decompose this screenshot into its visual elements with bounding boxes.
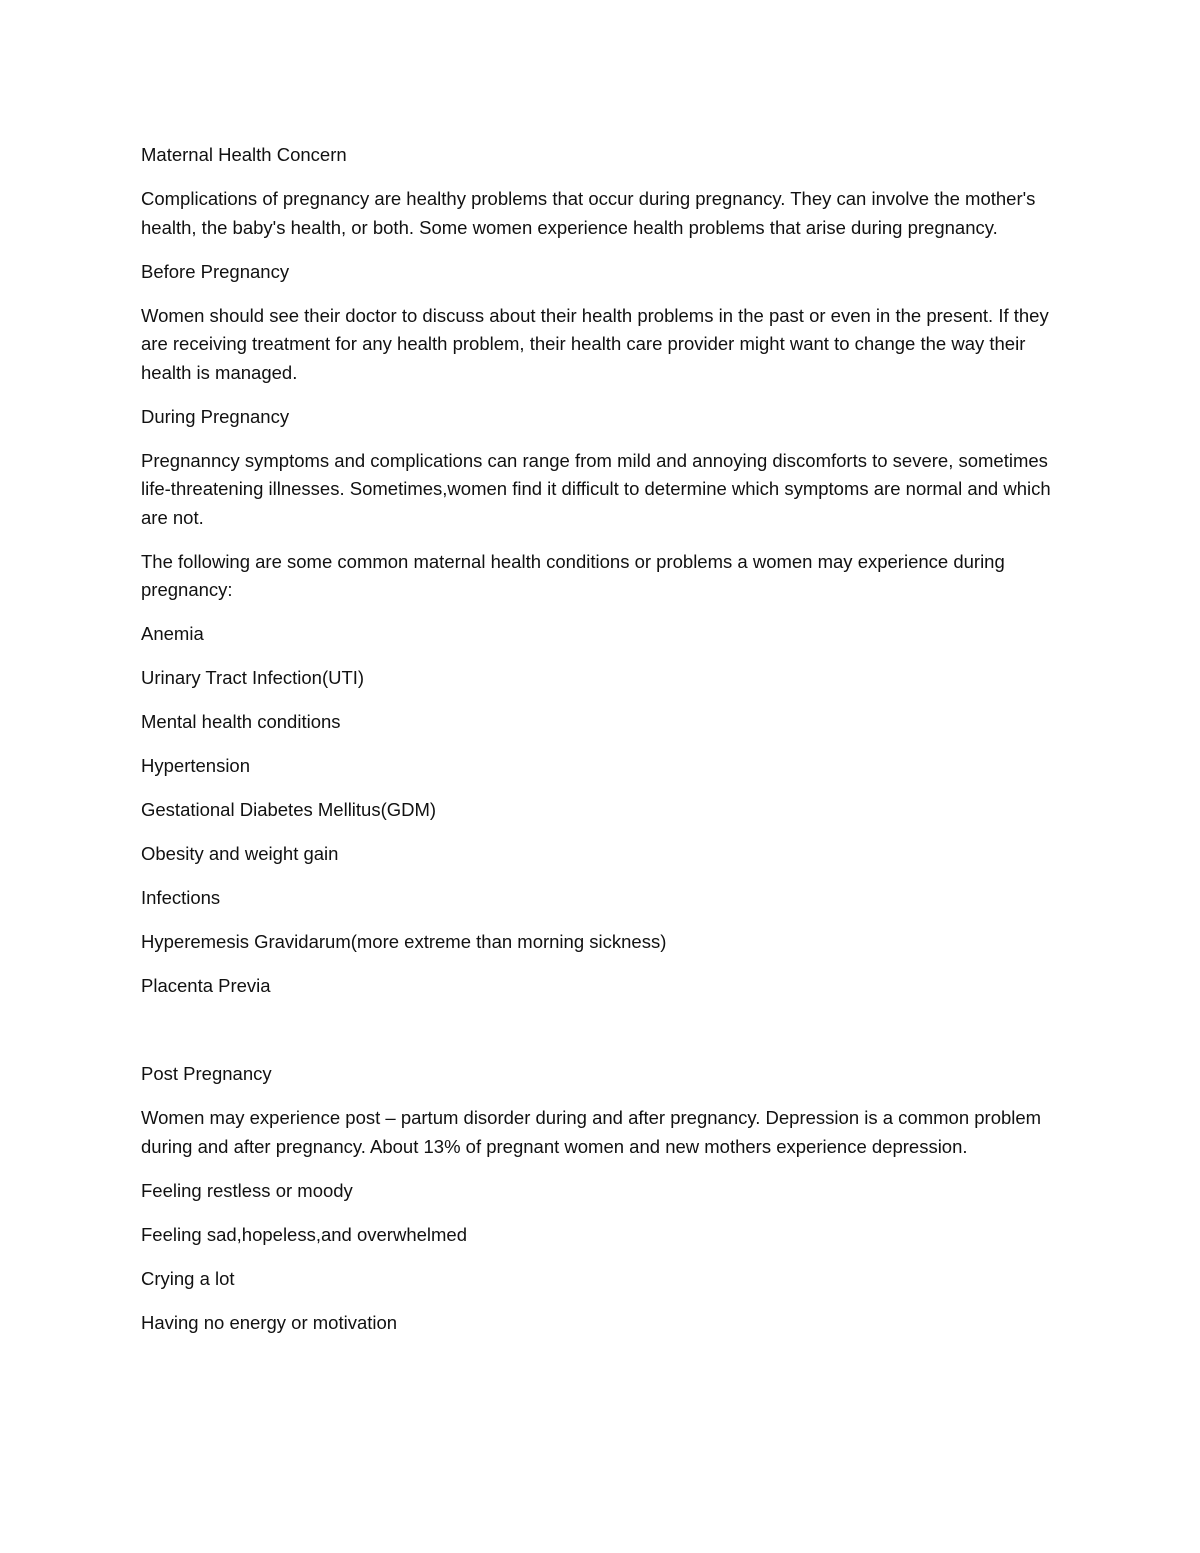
during-pregnancy-paragraph: Pregnanncy symptoms and complications can range from mild and annoying discomforts to severe, sometimes life-threatening illnesses. Sometimes,women find it difficult to determine which symptoms are normal and which are not. bbox=[141, 449, 1051, 528]
post-pregnancy-paragraph: Women may experience post – partum disorder during and after pregnancy. Depression is a common problem during and after pregnancy. About 13% of pregnant women and new mothers experience depression. bbox=[141, 1107, 1042, 1157]
conditions-intro: The following are some common maternal health conditions or problems a women may experience during pregnancy: bbox=[141, 550, 1005, 600]
before-pregnancy-paragraph: Women should see their doctor to discuss about their health problems in the past or even in the present. If they are receiving treatment for any health problem, their health care provider might want to change the way their health is managed. bbox=[141, 304, 1049, 383]
during-pregnancy-heading: During Pregnancy bbox=[141, 405, 290, 427]
document-title: Maternal Health Concern bbox=[141, 144, 347, 165]
condition-item: Obesity and weight gain bbox=[141, 843, 339, 864]
symptom-item: Feeling sad,hopeless,and overwhelmed bbox=[141, 1223, 468, 1245]
condition-item: Urinary Tract Infection(UTI) bbox=[141, 667, 365, 688]
condition-item: Placenta Previa bbox=[141, 975, 271, 996]
document-body bbox=[141, 141, 1061, 1353]
condition-item: Hypertension bbox=[141, 755, 251, 776]
empty-paragraph bbox=[141, 1016, 1061, 1045]
condition-item: Infections bbox=[141, 887, 221, 908]
condition-item: Hyperemesis Gravidarum(more extreme than morning sickness) bbox=[141, 931, 667, 952]
condition-item: Gestational Diabetes Mellitus(GDM) bbox=[141, 799, 437, 820]
intro-paragraph: Complications of pregnancy are healthy problems that occur during pregnancy. They can involve the mother's health, the baby's health, or both. Some women experience health problems that arise during pregnancy. bbox=[141, 188, 1036, 238]
symptom-item: Crying a lot bbox=[141, 1267, 235, 1289]
condition-item: Anemia bbox=[141, 623, 204, 644]
before-pregnancy-heading: Before Pregnancy bbox=[141, 260, 290, 282]
symptom-item: Having no energy or motivation bbox=[141, 1311, 398, 1333]
post-pregnancy-heading: Post Pregnancy bbox=[141, 1063, 272, 1084]
symptom-item: Feeling restless or moody bbox=[141, 1179, 353, 1201]
condition-item: Mental health conditions bbox=[141, 711, 341, 732]
